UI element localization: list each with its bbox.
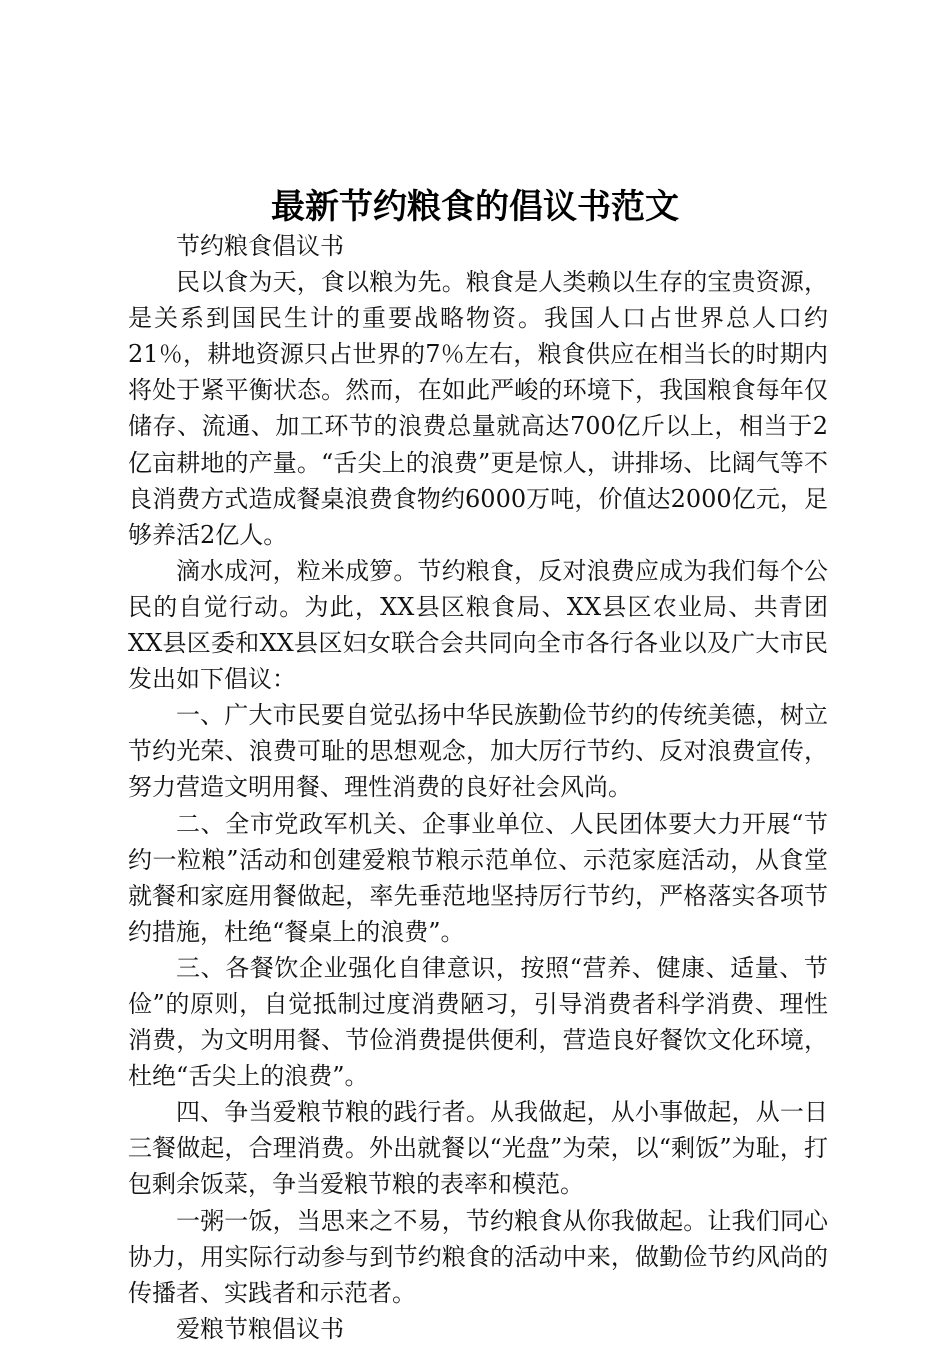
paragraph-item-2: 二、全市党政军机关、企事业单位、人民团体要大力开展“节约一粒粮”活动和创建爱粮节粮示范单位、示范家庭活动，从食堂就餐和家庭用餐做起，率先垂范地坚持厉行节约，严格落实各项节约措施，杜绝“餐桌上的浪费”。 [128, 809, 828, 946]
paragraph-intro: 民以食为天，食以粮为先。粮食是人类赖以生存的宝贵资源，是关系到国民生计的重要战略物资。我国人口占世界总人口约21％，耕地资源只占世界的7％左右，粮食供应在相当长的时期内将处于紧平衡状态。然而，在如此严峻的环境下，我国粮食每年仅储存、流通、加工环节的浪费总量就高达700亿斤以上，相当于2亿亩耕地的产量。“舌尖上的浪费”更是惊人，讲排场、比阔气等不良消费方式造成餐桌浪费食物约6000万吨，价值达2000亿元，足够养活2亿人。 [128, 268, 828, 549]
paragraph-subheading: 节约粮食倡议书 [176, 232, 344, 260]
document-body [128, 228, 828, 1347]
paragraph-item-3: 三、各餐饮企业强化自律意识，按照“营养、健康、适量、节俭”的原则，自觉抵制过度消费陋习，引导消费者科学消费、理性消费，为文明用餐、节俭消费提供便利，营造良好餐饮文化环境，杜绝“舌尖上的浪费”。 [128, 953, 828, 1091]
paragraph-closing: 一粥一饭，当思来之不易，节约粮食从你我做起。让我们同心协力，用实际行动参与到节约粮食的活动中来，做勤俭节约风尚的传播者、实践者和示范者。 [128, 1206, 828, 1307]
paragraph-next-heading: 爱粮节粮倡议书 [176, 1314, 344, 1343]
paragraph-call: 滴水成河，粒米成箩。节约粮食，反对浪费应成为我们每个公民的自觉行动。为此，XX县区粮食局、XX县区农业局、共青团XX县区委和XX县区妇女联合会共同向全市各行各业以及广大市民发出如下倡议： [128, 556, 828, 694]
document-title: 最新节约粮食的倡议书范文 [271, 187, 679, 227]
paragraph-item-1: 一、广大市民要自觉弘扬中华民族勤俭节约的传统美德，树立节约光荣、浪费可耻的思想观念，加大厉行节约、反对浪费宣传，努力营造文明用餐、理性消费的良好社会风尚。 [128, 701, 828, 802]
paragraph-item-4: 四、争当爱粮节粮的践行者。从我做起，从小事做起，从一日三餐做起，合理消费。外出就餐以“光盘”为荣，以“剩饭”为耻，打包剩余饭菜，争当爱粮节粮的表率和模范。 [128, 1098, 828, 1199]
